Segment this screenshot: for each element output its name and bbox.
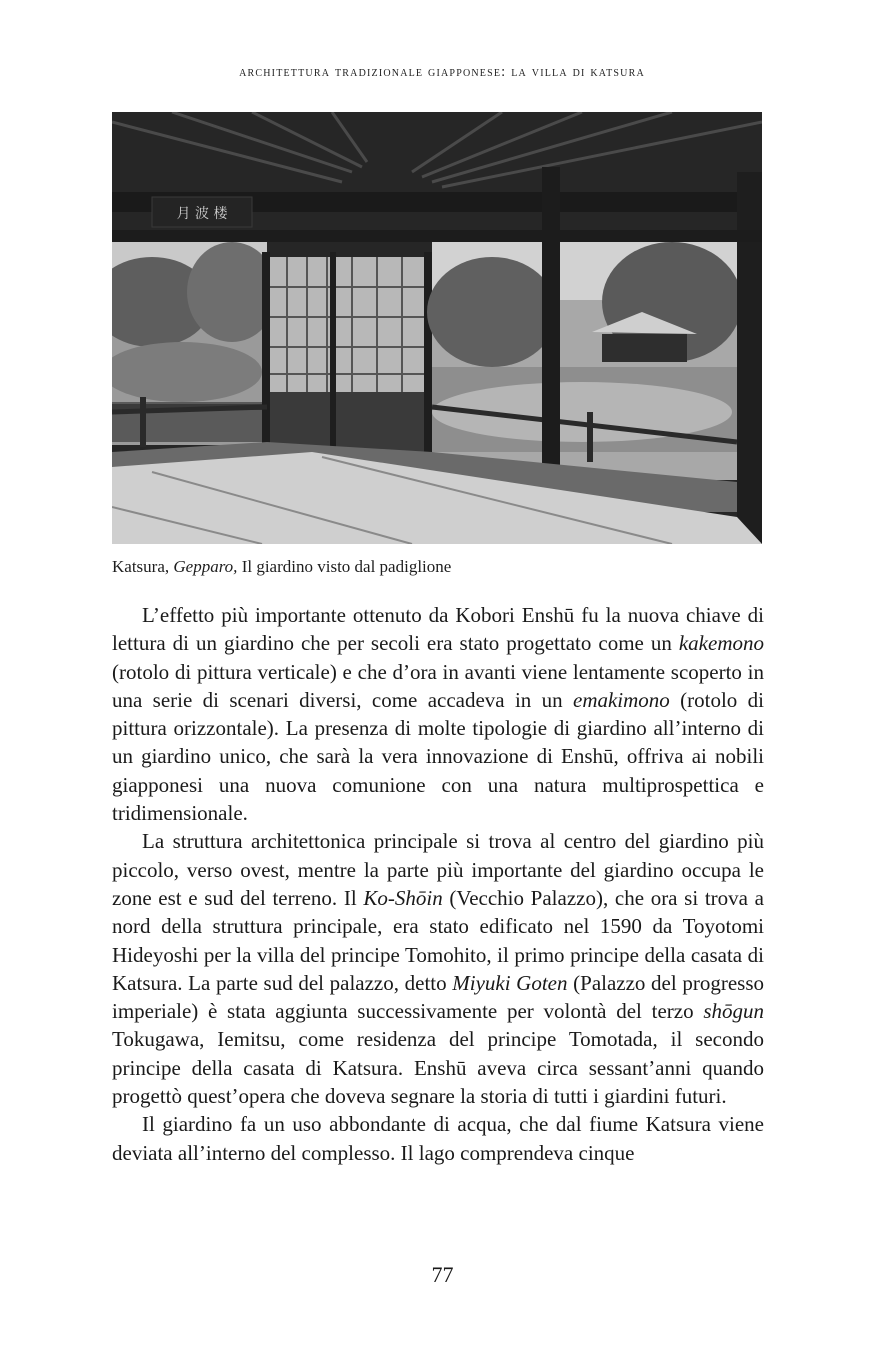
italic-term-ko-shoin: Ko-Shōin — [363, 885, 443, 910]
text-run: Il giardino fa un uso abbondante di acqua, che dal fiume Katsura viene deviata all’interno del complesso. Il lago comprendeva cinque — [112, 1112, 764, 1165]
text-run: L’effetto più importante ottenuto da Kobori Enshū fu la nuova chiave di lettura di un giardino che per secoli era stato progettato come un — [112, 603, 764, 656]
italic-term-emakimono: emakimono — [573, 687, 670, 712]
running-head: architettura tradizionale giapponese: la villa di katsura — [239, 64, 645, 80]
text-run: (rotolo di pittura orizzontale). La presenza di molte tipologie di giardino all’interno di un giardino unico, che sarà la vera innovazione di Enshū, offriva ai nobili giapponesi una nuova comunione con una natura multiprospettica e tridimensionale. — [112, 687, 764, 826]
text-run: La struttura architettonica principale si trova al centro del giardino più piccolo, verso ovest, mentre la parte più importante del giardino occupa le zone est e sud del terreno. Il — [112, 829, 764, 910]
caption-place: Katsura, — [112, 557, 170, 576]
body-text — [112, 601, 764, 1167]
figure-photo — [112, 112, 762, 544]
italic-term-kakemono: kakemono — [678, 631, 764, 656]
paragraph — [112, 827, 764, 1110]
paragraph — [112, 601, 764, 827]
italic-term-miyuki-goten: Miyuki Goten — [452, 970, 568, 995]
text-run: Tokugawa, Iemitsu, come residenza del principe Tomotada, il secondo principe della casata di Katsura. Enshū aveva circa sessant’anni quando progettò quest’opera che doveva segnare la storia di tutti i giardini futuri. — [112, 1027, 764, 1109]
text-run: (Vecchio Palazzo), che ora si trova a nord della struttura principale, era stato edificato nel 1590 da Toyotomi Hideyoshi per la villa del principe Tomohito, il primo principe della casata di Katsura. La parte sud del palazzo, detto — [112, 885, 764, 995]
paragraph — [112, 1110, 764, 1167]
text-run: (rotolo di pittura verticale) e che d’ora in avanti viene lentamente scoperto in una serie di scenari diversi, come accadeva in un — [112, 659, 764, 712]
text-run: (Palazzo del progresso imperiale) è stata aggiunta successivamente per volontà del terzo — [112, 970, 764, 1024]
page-number: 77 — [431, 1262, 454, 1287]
plaque-text: 月 波 楼 — [176, 206, 228, 222]
caption-building: Gepparo, — [173, 557, 238, 576]
caption-description: Il giardino visto dal padiglione — [241, 557, 452, 576]
figure-caption — [112, 557, 772, 577]
italic-term-shogun: shōgun — [703, 999, 764, 1024]
